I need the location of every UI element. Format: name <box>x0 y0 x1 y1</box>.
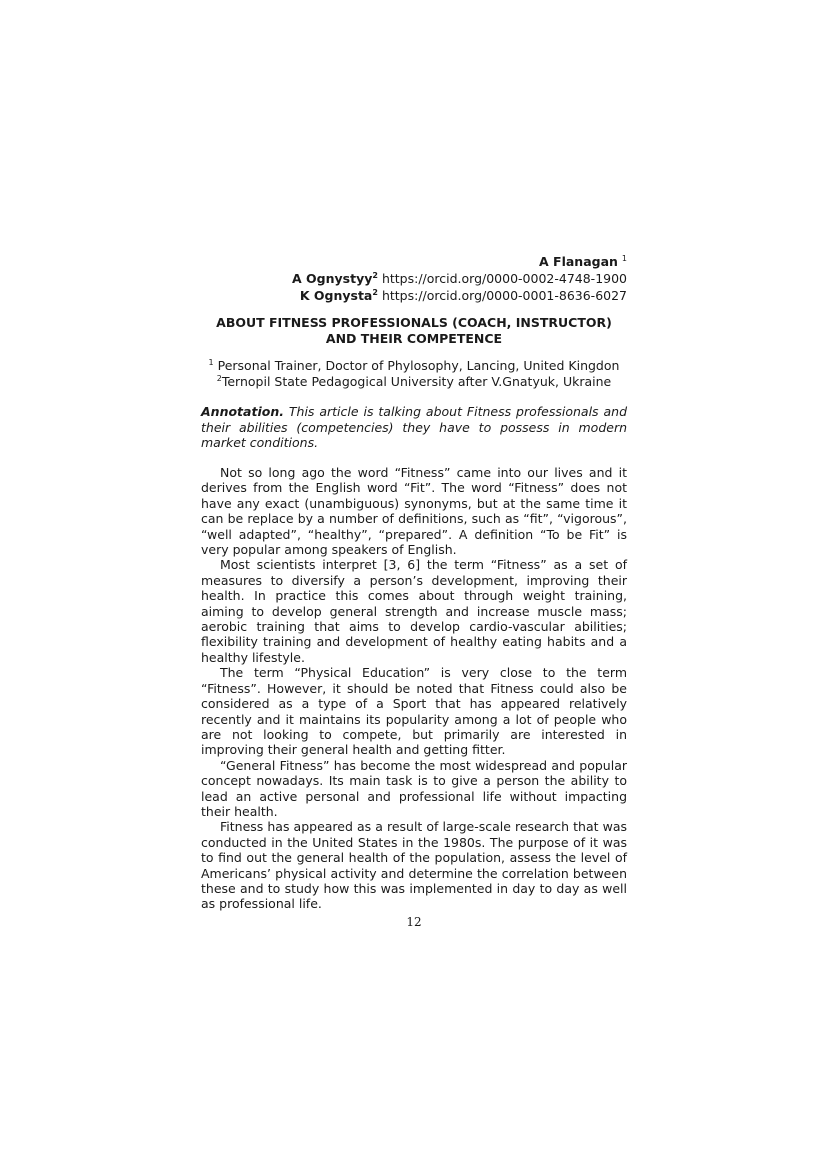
author-orcid-link[interactable]: https://orcid.org/0000-0001-8636-6027 <box>381 288 627 304</box>
page-number: 12 <box>406 915 422 929</box>
affiliation-text: Personal Trainer, Doctor of Phylosophy, Lancing, United Kingdon <box>213 358 620 373</box>
affiliation-line <box>201 374 627 390</box>
author-line <box>292 250 627 270</box>
annotation-text: This article is talking about Fitness professionals and their abilities (competencies) they have to possess in modern market conditions. <box>201 404 627 450</box>
document-page <box>201 0 627 1169</box>
author-superscript: 1 <box>621 254 627 263</box>
annotation-label: Annotation. <box>201 404 284 419</box>
author-name: K Ognysta <box>299 288 373 304</box>
affiliations <box>201 358 627 390</box>
affiliation-superscript: 1 <box>208 357 214 367</box>
affiliation-line <box>201 358 627 374</box>
paragraph: Not so long ago the word “Fitness” came into our lives and it derives from the English word “Fit”. The word “Fitness” does not have any exact (unambiguous) synonyms, but at the same time it can be replace by a number of definitions, such as “fit”, “vigorous”, “well adapted”, “healthy”, “prepared”. A definition “To be Fit” is very popular among speakers of English. <box>201 465 627 558</box>
affiliation-superscript: 2 <box>216 373 222 383</box>
author-block <box>292 250 627 304</box>
paragraph: “General Fitness” has become the most widespread and popular concept nowadays. Its main task is to give a person the ability to lead an active personal and professional life without impacting their health. <box>201 757 627 819</box>
author-name: A Flanagan <box>539 254 618 270</box>
paragraph: Fitness has appeared as a result of large-scale research that was conducted in the United States in the 1980s. The purpose of it was to find out the general health of the population, assess the level of Americans’ physical activity and determine the correlation between these and to study how this was implemented in day to day as well as professional life. <box>201 819 627 912</box>
title-line: AND THEIR COMPETENCE <box>325 331 503 346</box>
paragraph: The term “Physical Education” is very close to the term “Fitness”. However, it should be noted that Fitness could also be considered as a type of a Sport that has appeared relatively recently and it maintains its popularity among a lot of people who are not looking to compete, but primarily are interested in improving their general health and getting fitter. <box>201 665 627 758</box>
affiliation-text: Ternopil State Pedagogical University after V.Gnatyuk, Ukraine <box>221 374 612 389</box>
body-text <box>201 465 627 912</box>
author-line <box>292 287 627 304</box>
author-superscript: 2 <box>372 288 378 297</box>
title-line: ABOUT FITNESS PROFESSIONALS (COACH, INSTRUCTOR) <box>216 315 612 330</box>
annotation-block <box>201 404 627 451</box>
author-line <box>292 270 627 287</box>
author-superscript: 2 <box>372 271 378 280</box>
article-title <box>201 315 627 347</box>
author-name: A Ognystyy <box>292 271 373 287</box>
author-orcid-link[interactable]: https://orcid.org/0000-0002-4748-1900 <box>381 271 627 287</box>
paragraph: Most scientists interpret [3, 6] the term “Fitness” as a set of measures to diversify a person’s development, improving their health. In practice this comes about through weight training, aiming to develop general strength and increase muscle mass; aerobic training that aims to develop cardio-vascular abilities; flexibility training and development of healthy eating habits and a healthy lifestyle. <box>201 557 627 665</box>
